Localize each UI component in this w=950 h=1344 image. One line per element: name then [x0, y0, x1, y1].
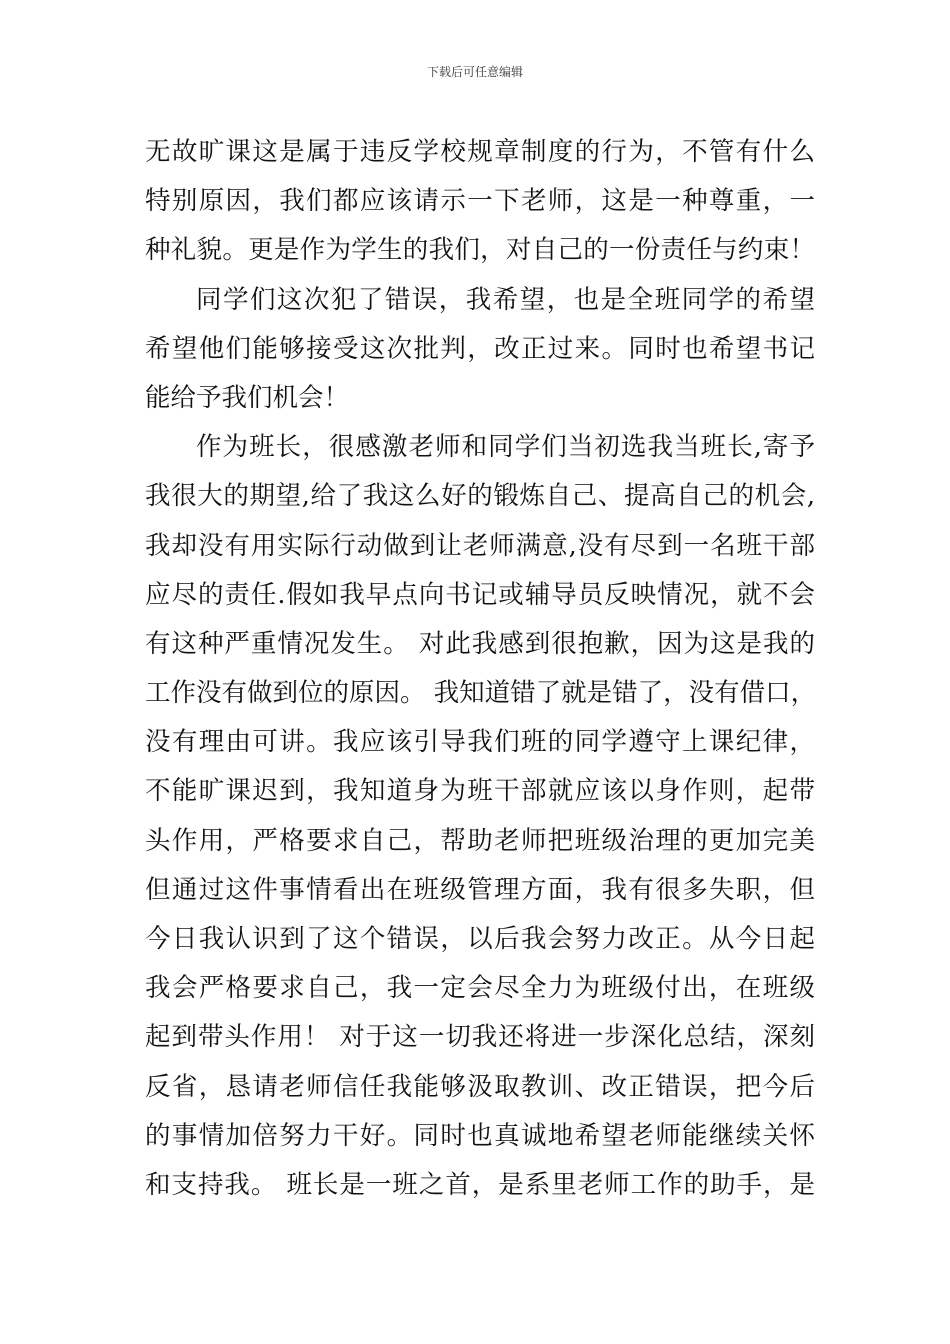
text-line: 我很大的期望,给了我这么好的锻炼自己、提高自己的机会,: [145, 481, 815, 512]
text-line: 起到带头作用！ 对于这一切我还将进一步深化总结，深刻: [145, 1022, 815, 1053]
text-line: 和支持我。 班长是一班之首，是系里老师工作的助手，是: [145, 1169, 815, 1200]
text-line: 不能旷课迟到，我知道身为班干部就应该以身作则，起带: [145, 776, 815, 807]
text-line: 种礼貌。更是作为学生的我们，对自己的一份责任与约束！: [145, 235, 815, 266]
text-line: 今日我认识到了这个错误，以后我会努力改正。从今日起: [145, 924, 815, 954]
text-line: 应尽的责任.假如我早点向书记或辅导员反映情况，就不会: [145, 579, 815, 610]
body-text: [145, 128, 815, 1210]
text-line: 同学们这次犯了错误，我希望，也是全班同学的希望: [196, 284, 815, 315]
text-line: 我却没有用实际行动做到让老师满意,没有尽到一名班干部: [145, 530, 815, 561]
text-line: 无故旷课这是属于违反学校规章制度的行为，不管有什么: [145, 137, 815, 167]
text-line: 希望他们能够接受这次批判，改正过来。同时也希望书记: [145, 333, 815, 364]
text-line: 头作用，严格要求自己，帮助老师把班级治理的更加完美: [145, 825, 815, 856]
text-line: 工作没有做到位的原因。 我知道错了就是错了，没有借口，: [145, 678, 817, 709]
text-line: 没有理由可讲。我应该引导我们班的同学遵守上课纪律，: [145, 727, 815, 758]
text-line: 作为班长，很感激老师和同学们当初选我当班长,寄予: [196, 432, 815, 463]
text-line: 我会严格要求自己，我一定会尽全力为班级付出，在班级: [145, 973, 815, 1004]
text-line: 能给予我们机会！: [145, 382, 350, 413]
text-line: 有这种严重情况发生。 对此我感到很抱歉，因为这是我的: [145, 628, 815, 659]
text-line: 但通过这件事情看出在班级管理方面，我有很多失职，但: [145, 874, 815, 905]
text-line: 反省，恳请老师信任我能够汲取教训、改正错误，把今后: [145, 1071, 815, 1102]
text-line: 特别原因，我们都应该请示一下老师，这是一种尊重，一: [145, 186, 815, 217]
page-header: 下载后可任意编辑: [426, 65, 523, 79]
text-line: 的事情加倍努力干好。同时也真诚地希望老师能继续关怀: [145, 1120, 815, 1151]
